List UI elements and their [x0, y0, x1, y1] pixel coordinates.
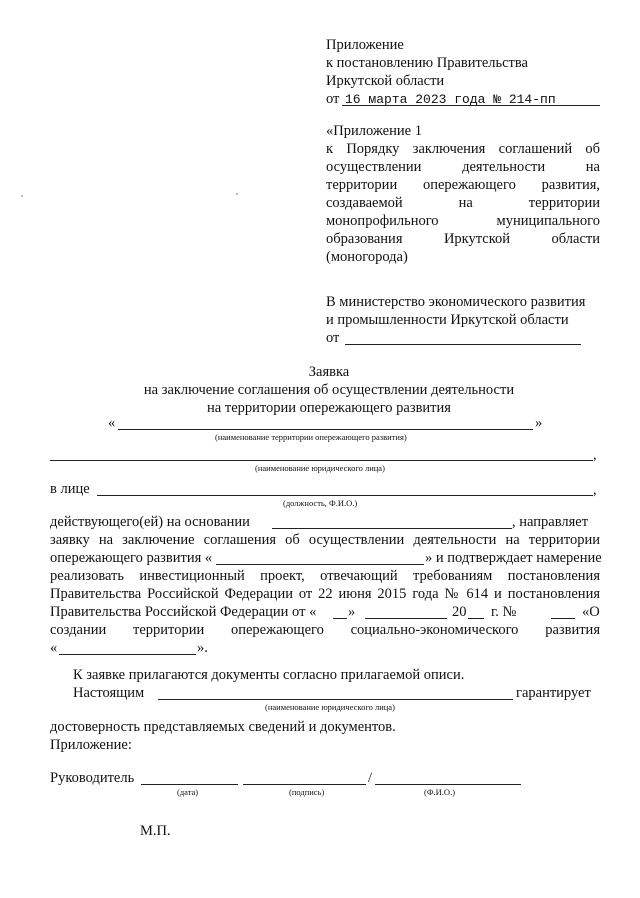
position-comma: , — [593, 482, 597, 498]
body-line-6a: Правительства Российской Федерации от « — [50, 604, 317, 620]
appendix-line-4: территории опережающего развития, — [326, 177, 600, 193]
territory-quote-open: « — [108, 415, 116, 431]
header-date-value: 16 марта 2023 года № 214-пп — [345, 92, 556, 107]
body-line-6b: » — [348, 604, 356, 620]
body-line-8a: « — [50, 640, 58, 656]
stamp-label: М.П. — [140, 823, 171, 839]
signature-sign-caption: (подпись) — [289, 787, 325, 797]
addressee-line-1: В министерство экономического развития — [326, 294, 586, 310]
position-field — [97, 495, 593, 496]
body-territory-field — [216, 564, 424, 565]
scan-dot — [21, 195, 23, 197]
signature-sign-field — [243, 784, 366, 785]
decree-name-field — [59, 654, 196, 655]
legal-entity-comma: , — [593, 447, 597, 463]
addressee-line-2: и промышленности Иркутской области — [326, 312, 569, 328]
signature-date-field — [141, 784, 238, 785]
legal-entity-caption: (наименование юридического лица) — [255, 463, 385, 473]
decree-day-field — [333, 618, 347, 619]
attach-line-3: достоверность представляемых сведений и документов. — [50, 719, 396, 735]
attach-line-1: К заявке прилагаются документы согласно прилагаемой описи. — [73, 667, 465, 683]
territory-caption: (наименование территории опережающего развития) — [215, 432, 407, 442]
title-line-1: Заявка — [308, 364, 350, 380]
signature-name-field — [375, 784, 521, 785]
signature-name-caption: (Ф.И.О.) — [424, 787, 456, 797]
position-caption: (должность, Ф.И.О.) — [283, 498, 358, 508]
body-line-3b: » и подтверждает намерение — [425, 550, 602, 566]
header-line-1: Приложение — [326, 37, 404, 53]
body-line-4: реализовать инвестиционный проект, отвечающий требованиям постановления — [50, 568, 600, 584]
territory-quote-close: » — [535, 415, 543, 431]
body-line-6d: г. № — [491, 604, 517, 620]
attach-line-2a: Настоящим — [73, 685, 145, 701]
title-line-2: на заключение соглашения об осуществлении деятельности — [143, 382, 515, 398]
body-line-3a: опережающего развития « — [50, 550, 213, 566]
addressee-from: от — [326, 330, 340, 346]
header-date-prefix: от — [326, 91, 340, 107]
basis-field — [272, 528, 512, 529]
guarantor-field — [158, 699, 513, 700]
appendix-line-7: образования Иркутской области — [326, 231, 600, 247]
attach-line-4: Приложение: — [50, 737, 132, 753]
body-line-5: Правительства Российской Федерации от 22 июня 2015 года № 614 и постановления — [50, 586, 600, 602]
decree-number-field — [551, 618, 575, 619]
body-line-6e: «О — [582, 604, 600, 620]
scan-dot — [236, 193, 238, 195]
body-line-6c: 20 — [452, 604, 467, 620]
attach-line-2b: гарантирует — [516, 685, 591, 701]
appendix-line-3: осуществлении деятельности на — [326, 159, 600, 175]
header-line-3: Иркутской области — [326, 73, 445, 89]
body-line-8b: ». — [197, 640, 208, 656]
body-line-1b: , направляет — [512, 514, 589, 530]
appendix-line-1: «Приложение 1 — [326, 123, 422, 139]
appendix-line-6: монопрофильного муниципального — [326, 213, 600, 229]
in-person-label: в лице — [50, 481, 90, 497]
signature-slash: / — [368, 770, 373, 786]
territory-field — [118, 429, 533, 430]
header-date-underline — [342, 105, 600, 106]
body-line-1a: действующего(ей) на основании — [50, 514, 250, 530]
signature-date-caption: (дата) — [177, 787, 199, 797]
guarantor-caption: (наименование юридического лица) — [265, 702, 395, 712]
appendix-line-8: (моногорода) — [326, 249, 408, 265]
appendix-line-5: создаваемой на территории — [326, 195, 600, 211]
decree-month-field — [365, 618, 447, 619]
decree-year-field — [468, 618, 484, 619]
body-line-7: создании территории опережающего социально-экономического развития — [50, 622, 600, 638]
appendix-line-2: к Порядку заключения соглашений об — [326, 141, 600, 157]
title-line-3: на территории опережающего развития — [207, 400, 451, 416]
addressee-from-field — [345, 344, 581, 345]
signature-head-label: Руководитель — [50, 770, 135, 786]
header-line-2: к постановлению Правительства — [326, 55, 528, 71]
legal-entity-field — [50, 460, 593, 461]
body-line-2: заявку на заключение соглашения об осуществлении деятельности на территории — [50, 532, 600, 548]
